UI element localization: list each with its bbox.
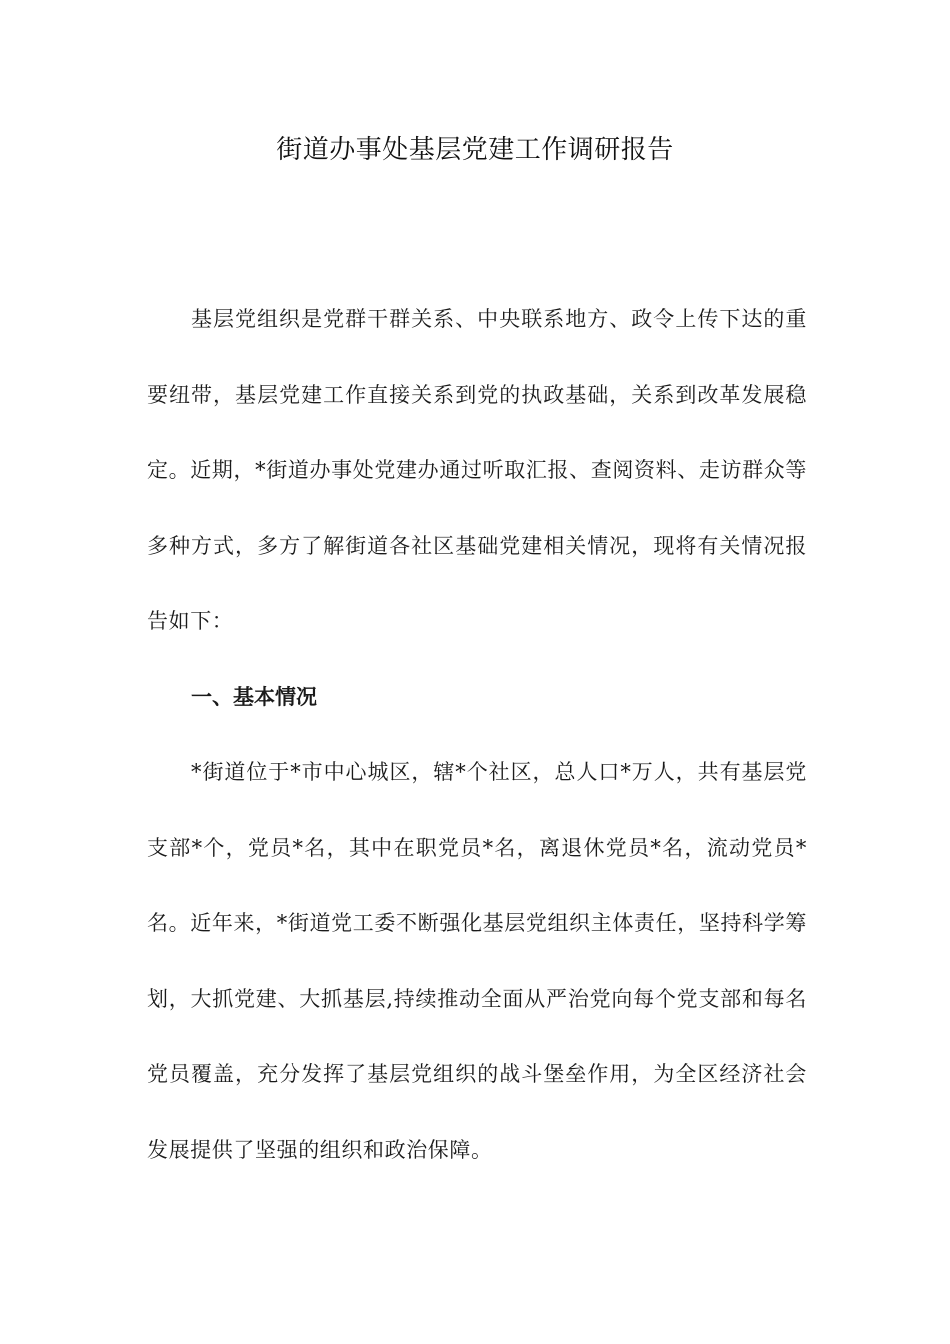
document-title: 街道办事处基层党建工作调研报告 xyxy=(276,135,674,165)
intro-paragraph: 基层党组织是党群干群关系、中央联系地方、政令上传下达的重要纽带，基层党建工作直接关系到党的执政基础，关系到改革发展稳定。近期，*街道办事处党建办通过听取汇报、查阅资料、走访群众等多种方式，多方了解街道各社区基础党建相关情况，现将有关情况报告如下： xyxy=(147,307,807,633)
document-body xyxy=(147,282,807,1188)
section-paragraph-basic-situation: *街道位于*市中心城区，辖*个社区，总人口*万人，共有基层党支部*个，党员*名，其中在职党员*名，离退休党员*名，流动党员*名。近年来，*街道党工委不断强化基层党组织主体责任，坚持科学筹划，大抓党建、大抓基层,持续推动全面从严治党向每个党支部和每名党员覆盖，充分发挥了基层党组织的战斗堡垒作用，为全区经济社会发展提供了坚强的组织和政治保障。 xyxy=(147,760,807,1162)
section-heading-basic-situation: 一、基本情况 xyxy=(191,684,317,709)
